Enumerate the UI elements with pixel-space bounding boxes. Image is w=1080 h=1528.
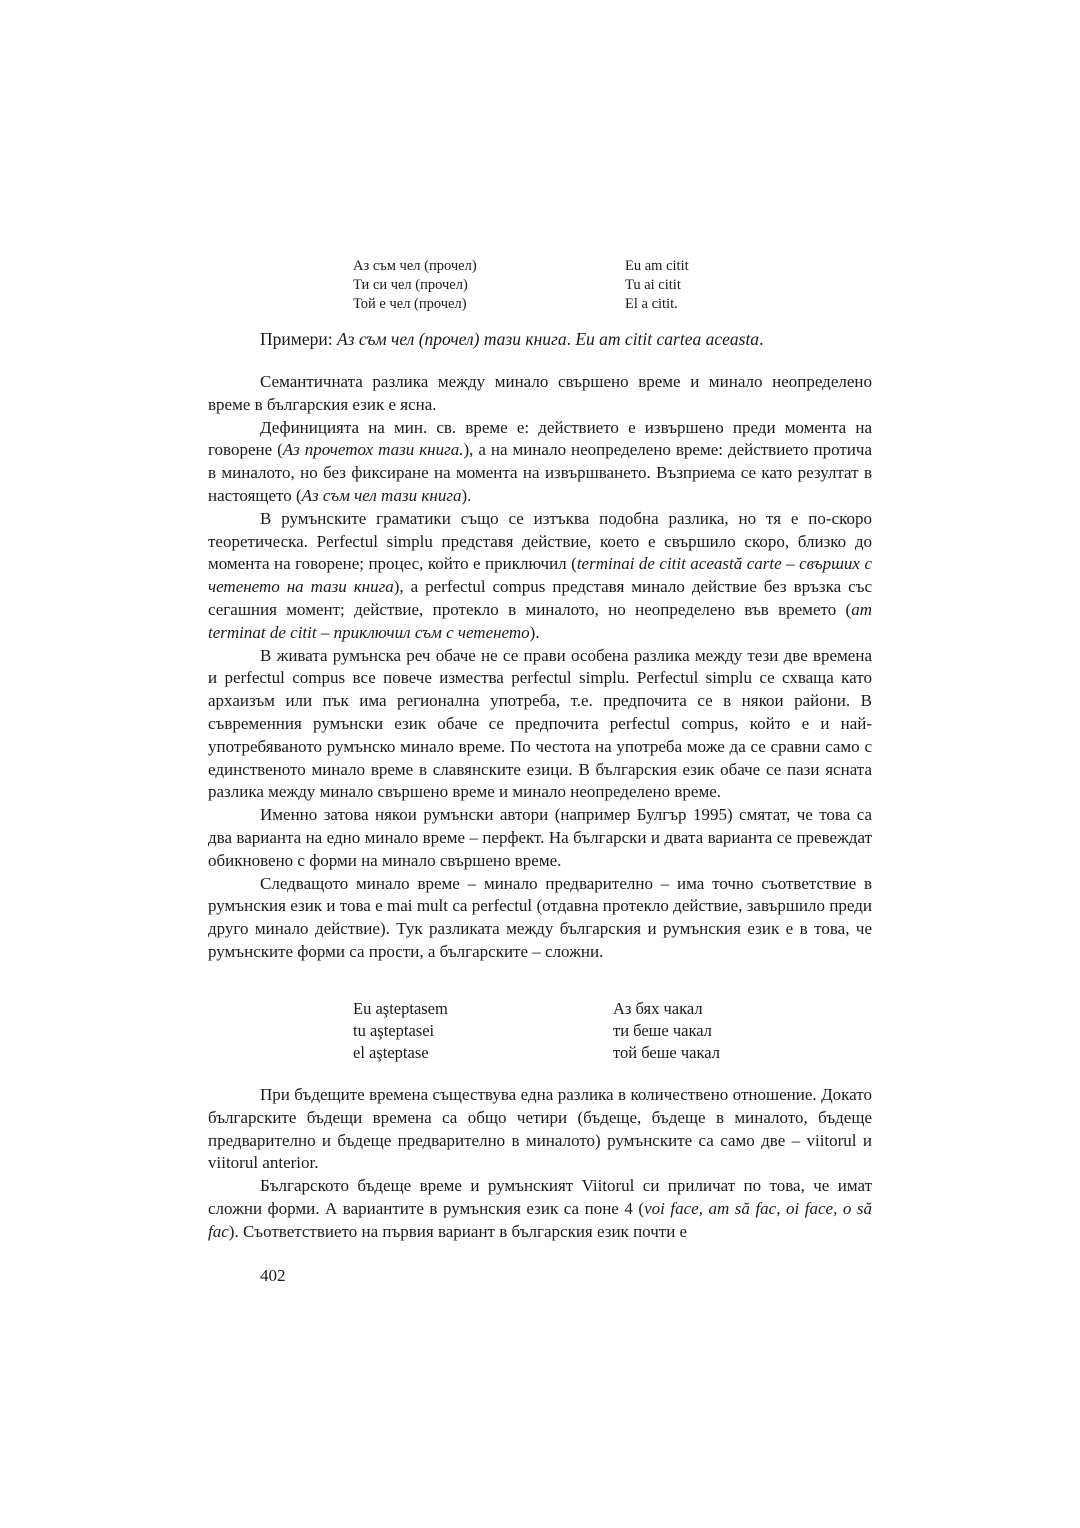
perfect-conjugation-table: [353, 257, 773, 314]
example-ro: Eu am citit cartea aceasta: [575, 329, 760, 349]
example-bg: Аз съм чел (прочел) тази книга: [336, 329, 567, 349]
paragraph: [208, 1175, 872, 1243]
document-page: [208, 0, 872, 1528]
italic-example: terminai de citit această carte – свърших с четенето на тази книга: [208, 554, 872, 597]
example-end: .: [759, 329, 764, 349]
italic-example: voi face, am să fac, oi face, o să fac: [208, 1198, 873, 1241]
paragraph-text: ).: [529, 622, 540, 642]
ro-form: Eu aşteptasem: [353, 999, 448, 1018]
paragraph-text: ), а perfectul compus представя минало действие без връзка със сегашния момент; действие, протекло в миналото, но неопределено във времето (: [208, 577, 872, 619]
example-separator: .: [566, 329, 576, 349]
body-text-continued: [208, 1084, 872, 1244]
paragraph: [208, 508, 872, 645]
italic-example: am terminat de citit – приключил съм с четенето: [208, 599, 872, 642]
italic-example: Аз прочетох тази книга.: [282, 440, 464, 460]
paragraph: Следващото минало време – минало предварително – има точно съответствие в румънския език и това е mai mult ca perfectul (отдавна протекло действие, завършило преди друго минало действие). Тук разликата между българския и румънския език е в това, че румънските форми са прости, а българските – сложни.: [208, 873, 872, 961]
table-row: [353, 257, 773, 276]
pluperfect-conjugation-table: [353, 998, 773, 1064]
table-row: [353, 998, 773, 1020]
page-number: 402: [260, 1266, 286, 1285]
ro-form: El a citit.: [625, 296, 678, 312]
paragraph: Семантичната разлика между минало свършено време и минало неопределено време в българския език е ясна.: [208, 372, 872, 414]
paragraph: Именно затова някои румънски автори (например Булгър 1995) смятат, че това са два варианта на едно минало време – перфект. На български и двата варианта се превеждат обикновено с форми на минало свършено време.: [208, 805, 872, 870]
table-row: [353, 276, 773, 295]
paragraph-text: В румънските граматики също се изтъква подобна разлика, но тя е по-скоро теоретическа. Perfectul simplu представя действие, което е свършило скоро, близко до момента на говорене; процес, който е приключил (: [208, 508, 872, 574]
italic-example: Аз съм чел тази книга: [301, 485, 462, 505]
ro-form: Tu ai citit: [625, 277, 681, 293]
example-label: Примери:: [260, 329, 337, 349]
ro-form: tu aşteptasei: [353, 1021, 435, 1040]
paragraph: [208, 417, 872, 508]
table-row: [353, 1020, 773, 1042]
paragraph-text: Дефиницията на мин. св. време е: действието е извършено преди момента на говорене (: [208, 417, 872, 460]
paragraph-text: ).: [461, 485, 472, 505]
bg-form: ти беше чакал: [613, 1021, 712, 1040]
bg-form: Ти си чел (прочел): [353, 277, 468, 293]
body-text: [208, 371, 872, 964]
ro-form: el aşteptase: [353, 1043, 429, 1062]
table-row: [353, 295, 773, 314]
bg-form: Аз съм чел (прочел): [353, 258, 477, 274]
bg-form: той беше чакал: [613, 1043, 720, 1062]
bg-form: Той е чел (прочел): [353, 296, 467, 312]
paragraph-text: ). Съответствието на първия вариант в българския език почти е: [228, 1221, 688, 1241]
paragraph-text: ), а на минало неопределено време: действието протича в миналото, но без фиксиране на момента на извършването. Възприема се като резултат в настоящето (: [208, 440, 873, 505]
bg-form: Аз бях чакал: [613, 999, 703, 1018]
paragraph: В живата румънска реч обаче не се прави особена разлика между тези две времена и perfectul compus все повече измества perfectul simplu. Perfectul simplu се схваща като архаизъм или пък има регионална употреба, т.е. предпочита се в някои райони. В съвременния румънски език обаче се предпочита perfectul compus, който е и най-употребяваното румънско минало време. По честота на употреба може да се сравни само с единственото минало време в славянските езици. В българския език обаче се пази ясната разлика между минало свършено време и минало неопределено време.: [208, 645, 872, 802]
table-row: [353, 1042, 773, 1064]
example-sentence: [260, 328, 872, 350]
ro-form: Eu am citit: [625, 258, 689, 274]
paragraph-text: Българското бъдеще време и румънският Viitorul си приличат по това, че имат сложни форми. А вариантите в румънския език са поне 4 (: [208, 1176, 872, 1218]
paragraph: При бъдещите времена съществува една разлика в количествено отношение. Докато българските бъдещи времена са общо четири (бъдеще, бъдеще в миналото, бъдеще предварително и бъдеще предварително в миналото) румънските са само две – viitorul и viitorul anterior.: [208, 1085, 872, 1173]
